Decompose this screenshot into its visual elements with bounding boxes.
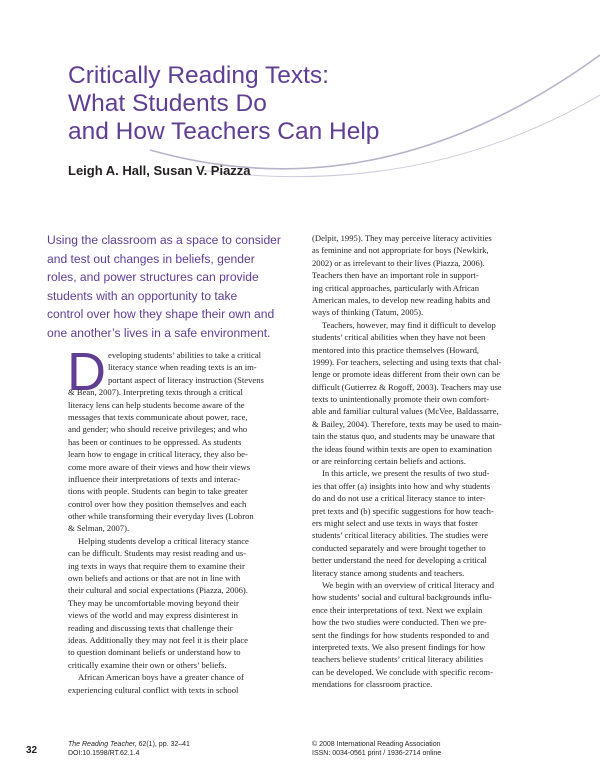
body-text-line: African American boys have a greater chance of <box>78 672 244 683</box>
body-text-line: views of the world and may express disinterest in <box>68 610 238 621</box>
body-text-line: better understand the need for developing a critical <box>312 555 487 566</box>
body-text-line: sent the findings for how students responded to and <box>312 629 490 640</box>
body-text-line: ing critical approaches, particularly with African <box>312 282 480 293</box>
body-text-line: the ideas found within texts are open to examination <box>312 443 492 454</box>
body-text-line: texts to unintentionally promote their own comfort- <box>312 394 490 405</box>
pull-quote-line: roles, and power structures can provide <box>47 270 259 285</box>
title-line: What Students Do <box>68 90 267 117</box>
body-text-line: as feminine and not appropriate for boys (Newkirk, <box>312 245 489 256</box>
page-number: 32 <box>26 745 38 756</box>
body-text-line: control over how they position themselves and each <box>68 498 247 509</box>
pull-quote <box>47 231 297 343</box>
body-text-line: (Delpit, 1995). They may perceive literacy activities <box>312 233 492 243</box>
body-text-line: come more aware of their views and how their views <box>68 461 251 472</box>
volume-pages: 62(1), pp. 32–41 <box>136 741 190 748</box>
body-text-line: lenge or promote ideas different from their own can be <box>312 369 501 380</box>
body-text-line: difficult (Gutierrez & Rogoff, 2003). Teachers may use <box>312 381 502 392</box>
body-text-line: how students’ social and cultural backgrounds influ- <box>312 592 492 603</box>
body-text-line: literacy stance among students and teachers. <box>312 567 465 578</box>
footer-citation-line <box>68 740 190 749</box>
body-text-line: pret texts and (b) specific suggestions for how teach- <box>312 505 494 516</box>
body-text-line: tions with people. Students can begin to take greater <box>68 486 248 497</box>
journal-name: The Reading Teacher, <box>68 741 137 748</box>
body-text-line: ideas. Additionally they may not feel it is their place <box>68 634 248 645</box>
body-text-line: In this article, we present the results of two stud- <box>322 468 490 479</box>
body-text-line: conducted separately and were brought together to <box>312 542 486 553</box>
title-line: Critically Reading Texts: <box>68 62 329 89</box>
body-text-line: critically examine their own or others’ beliefs. <box>68 659 227 670</box>
body-text-line: their cultural and social expectations (Piazza, 2006). <box>68 585 248 596</box>
footer-copyright <box>312 740 441 758</box>
body-text-line: reading and discussing texts that challenge their <box>68 622 233 633</box>
body-text-line: Teachers then have an important role in support- <box>312 270 479 281</box>
article-title <box>68 62 468 146</box>
body-text-line: interpreted texts. We also present findings for how <box>312 641 486 652</box>
drop-cap: D <box>67 342 106 402</box>
body-text-line: 2002) or as irrelevant to their lives (Piazza, 2006). <box>312 257 485 268</box>
body-text-line: 1999). For teachers, selecting and using texts that chal- <box>312 356 502 367</box>
body-text-line: literacy stance when reading texts is an im- <box>108 362 257 373</box>
body-text-line: They may be uncomfortable moving beyond their <box>68 597 239 608</box>
body-text-line: ers might select and use texts in ways that foster <box>312 517 478 528</box>
body-text-line: to question dominant beliefs or understand how to <box>68 647 241 658</box>
pull-quote-line: and test out changes in beliefs, gender <box>47 251 255 266</box>
body-text-line: eveloping students’ abilities to take a critical <box>108 350 262 360</box>
body-text-line: ing texts in ways that require them to examine their <box>68 560 245 571</box>
footer-doi: DOI:10.1598/RT.62.1.4 <box>68 750 140 757</box>
pull-quote-line: students with an opportunity to take <box>47 288 238 303</box>
body-text-line: & Selman, 2007). <box>68 523 130 534</box>
body-text-line: can be developed. We conclude with specific recom- <box>312 666 493 677</box>
body-text-line: & Bailey, 2004). Therefore, texts may be used to main- <box>312 418 502 429</box>
body-text-line: teachers believe students’ critical literacy abilities <box>312 654 483 665</box>
body-text-line: learn how to engage in critical literacy, they also be- <box>68 449 248 460</box>
body-text-line: messages that texts communicate about power, race, <box>68 411 248 422</box>
body-text-line: mendations for classroom practice. <box>312 679 433 690</box>
body-text-line: do and do not use a critical literacy stance to inter- <box>312 493 486 504</box>
body-text-line: American males, to develop new reading habits and <box>312 294 491 305</box>
body-text-line: tain the status quo, and students may be unaware that <box>312 431 495 442</box>
copyright-text: © 2008 International Reading Association <box>312 741 441 748</box>
body-text-line: students’ critical abilities when they have not been <box>312 332 486 343</box>
issn-text: ISSN: 0034-0561 print / 1936-2714 online <box>312 750 442 757</box>
body-text-line: ence their interpretations of text. Next we explain <box>312 604 483 615</box>
body-text-line: has been or continues to be oppressed. As students <box>68 436 242 447</box>
body-text-line: ways of thinking (Tatum, 2005). <box>312 307 424 318</box>
body-text-line: portant aspect of literacy instruction (Stevens <box>108 374 264 385</box>
body-text-line: or are reinforcing certain beliefs and actions. <box>312 456 466 467</box>
body-text-line: able and familiar cultural values (McVee, Baldassarre, <box>312 406 499 417</box>
body-text-line: and gender; who should receive privileges; and who <box>68 424 248 435</box>
body-text-line: experiencing cultural conflict with texts in school <box>68 684 239 695</box>
body-column-right <box>312 232 544 690</box>
body-column-left <box>68 349 296 696</box>
body-text-line: literacy lens can help students become aware of the <box>68 399 245 410</box>
body-text-line: Teachers, however, may find it difficult to develop <box>322 319 496 330</box>
body-text-line: mentored into this practice themselves (Howard, <box>312 344 480 355</box>
body-text-line: & Bean, 2007). Interpreting texts through a critical <box>68 387 243 398</box>
article-authors: Leigh A. Hall, Susan V. Piazza <box>68 163 251 178</box>
footer-citation <box>68 740 190 758</box>
body-text-line: students’ critical literacy abilities. The studies were <box>312 530 489 541</box>
body-text-line: can be difficult. Students may resist reading and us- <box>68 548 247 559</box>
body-text-line: other while transforming their everyday lives (Lobron <box>68 511 254 522</box>
pull-quote-line: Using the classroom as a space to consider <box>47 233 281 247</box>
title-line: and How Teachers Can Help <box>68 118 380 145</box>
body-text-line: how the two studies were conducted. Then we pre- <box>312 617 487 628</box>
body-text-line: Helping students develop a critical literacy stance <box>78 535 249 546</box>
body-text-line: We begin with an overview of critical literacy and <box>322 579 495 590</box>
pull-quote-line: one another’s lives in a safe environment. <box>47 325 271 340</box>
body-text-line: ies that offer (a) insights into how and why students <box>312 480 491 491</box>
body-text-line: influence their interpretations of texts and interac- <box>68 473 241 484</box>
pull-quote-line: control over how they shape their own and <box>47 307 275 322</box>
body-text-line: own beliefs and actions or that are not in line with <box>68 573 241 584</box>
